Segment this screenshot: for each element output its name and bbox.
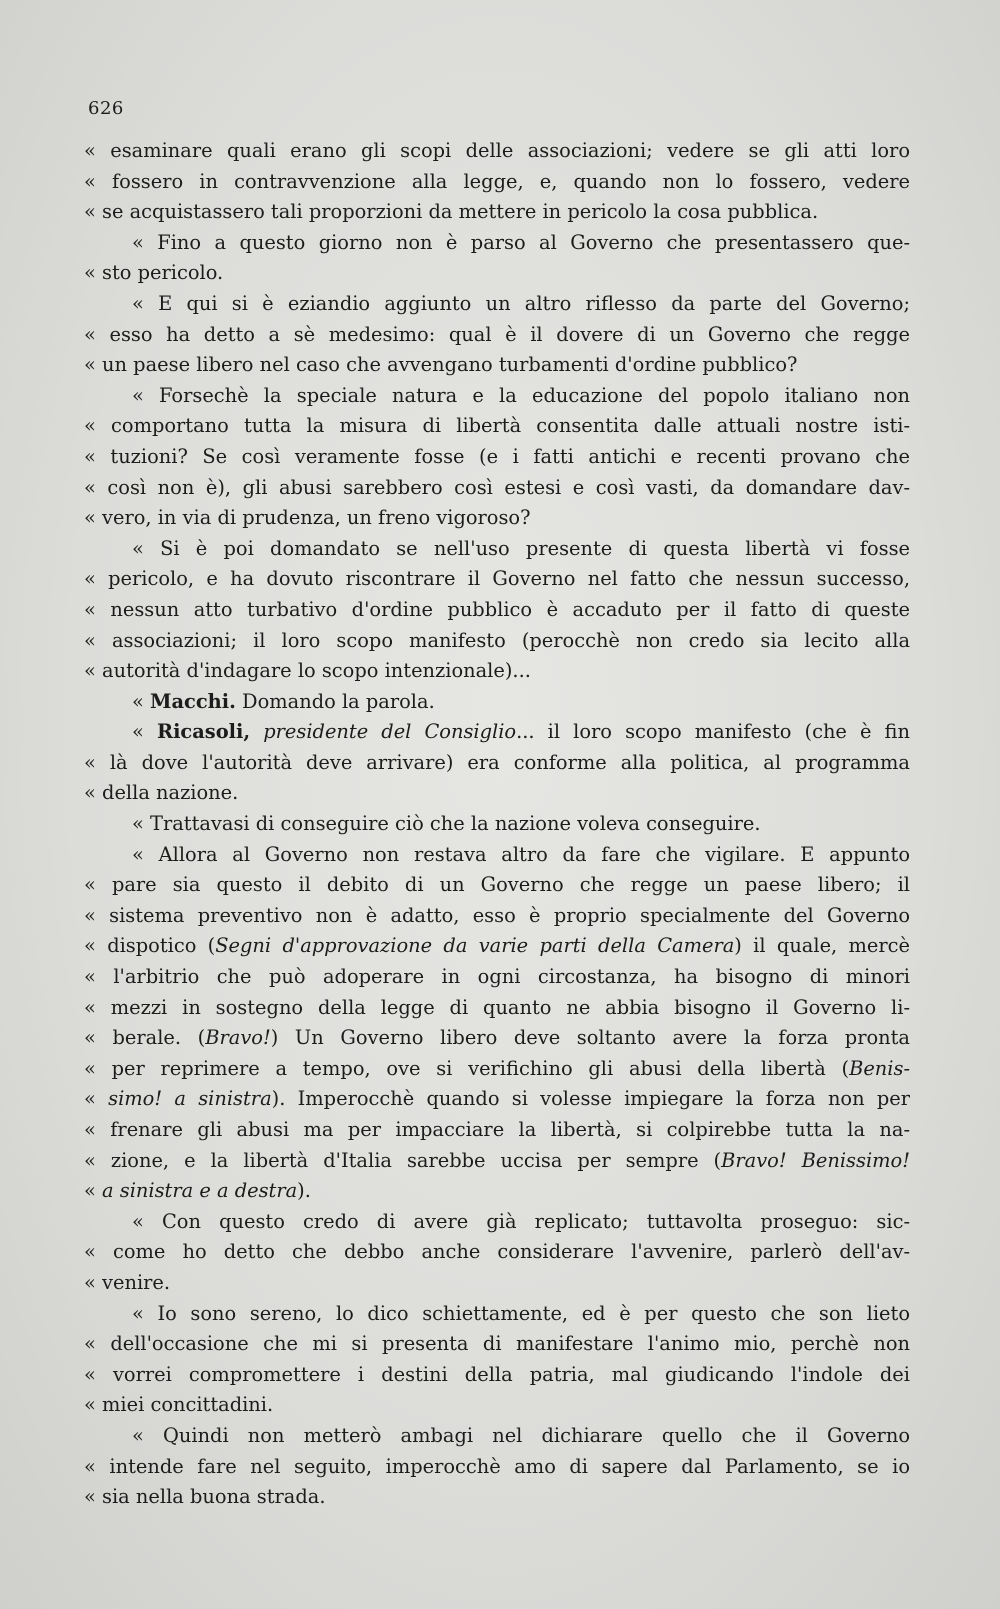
text-line — [84, 381, 910, 412]
text-span: « — [84, 322, 110, 346]
text-span: « — [84, 261, 103, 285]
text-span: « — [84, 567, 109, 591]
text-span: vorrei compromettere i destini della patria, mal giudicando l'indole dei — [112, 1362, 910, 1386]
text-line — [84, 931, 910, 962]
text-line — [84, 901, 910, 932]
text-line — [84, 1115, 910, 1146]
text-line — [84, 1360, 910, 1391]
text-span: autorità d'indagare lo scopo intenzionale)... — [102, 659, 531, 683]
text-span: « — [84, 934, 108, 958]
text-span: « E qui si è eziandio aggiunto un altro riflesso da parte del Governo; — [132, 291, 910, 315]
text-span: un paese libero nel caso che avvengano turbamenti d'ordine pubblico? — [102, 353, 798, 377]
text-span: fossero in contravvenzione alla legge, e, quando non lo fossero, vedere — [112, 169, 910, 193]
text-span: esaminare quali erano gli scopi delle associazioni; vedere se gli atti loro — [110, 139, 910, 162]
text-line — [84, 993, 910, 1024]
text-line — [84, 809, 910, 840]
text-span: a sinistra e a destra — [102, 1179, 298, 1203]
text-line — [84, 748, 910, 779]
text-span: zione, e la libertà d'Italia sarebbe uccisa per sempre ( — [110, 1148, 722, 1172]
text-span: « — [84, 1056, 112, 1080]
text-span: « — [84, 597, 111, 621]
text-line — [84, 870, 910, 901]
text-line — [84, 1329, 910, 1360]
text-line — [84, 1390, 910, 1421]
text-span: venire. — [102, 1270, 171, 1294]
text-line — [84, 656, 910, 687]
text-span: « — [84, 139, 111, 162]
text-line — [84, 167, 910, 198]
text-span: « — [84, 873, 112, 897]
text-span: sto pericolo. — [102, 261, 224, 285]
text-line — [84, 320, 910, 351]
text-span: Bravo! — [205, 1026, 271, 1050]
text-span: « — [84, 200, 103, 224]
text-span: Segni d'approvazione da varie parti della Camera — [215, 934, 735, 958]
text-span: « — [84, 444, 111, 468]
text-line — [84, 1421, 910, 1452]
text-span: « — [84, 506, 103, 530]
text-span: Benis- — [849, 1056, 910, 1080]
text-span: « — [84, 1332, 111, 1356]
text-line — [84, 1237, 910, 1268]
text-span: se acquistassero tali proporzioni da mettere in pericolo la cosa pubblica. — [102, 200, 819, 224]
text-span: « — [84, 1148, 111, 1172]
text-span: esso ha detto a sè medesimo: qual è il dovere di un Governo che regge — [109, 322, 910, 346]
text-line — [84, 411, 910, 442]
text-span: ). Imperocchè quando si volesse impiegare la forza non per — [271, 1087, 910, 1111]
text-line — [84, 228, 910, 259]
text-span: « — [84, 1362, 113, 1386]
text-span: così non è), gli abusi sarebbero così estesi e così vasti, da domandare dav- — [107, 475, 910, 499]
text-span — [250, 720, 263, 743]
text-span: Macchi. — [150, 689, 236, 713]
text-line — [84, 1482, 910, 1513]
text-span: « — [84, 995, 111, 1019]
text-line — [84, 350, 910, 381]
text-span: « — [84, 1485, 103, 1509]
text-line — [84, 442, 910, 473]
text-line — [84, 1268, 910, 1299]
text-span: « Fino a questo giorno non è parso al Governo che presentassero que- — [132, 230, 910, 254]
text-line — [84, 717, 910, 748]
text-span: come ho detto che debbo anche considerare l'avvenire, parlerò dell'av- — [112, 1240, 910, 1264]
text-span: « — [84, 1270, 103, 1294]
text-line — [84, 1054, 910, 1085]
text-span: ) Un Governo libero deve soltanto avere la forza pronta — [270, 1026, 910, 1050]
text-span: simo! a sinistra — [108, 1087, 272, 1111]
text-span: dispotico ( — [107, 934, 216, 958]
text-span: « — [84, 628, 112, 652]
text-span: là dove l'autorità deve arrivare) era conforme alla politica, al programma — [109, 750, 910, 774]
text-line — [84, 1146, 910, 1177]
text-line — [84, 1176, 910, 1207]
text-line — [84, 534, 910, 565]
text-span: sia nella buona strada. — [102, 1485, 326, 1509]
text-span: tuzioni? Se così veramente fosse (e i fatti antichi e recenti provano che — [110, 444, 910, 468]
text-span: « — [84, 750, 110, 774]
text-line — [84, 289, 910, 320]
text-span: « — [84, 353, 103, 377]
text-span: « — [84, 659, 103, 683]
text-span: intende fare nel seguito, imperocchè amo di sapere dal Parlamento, se io — [109, 1454, 910, 1478]
text-span: « — [84, 1026, 113, 1050]
text-span: berale. ( — [112, 1026, 206, 1050]
text-span: « Trattavasi di conseguire ciò che la nazione voleva conseguire. — [132, 812, 761, 836]
text-span: pericolo, e ha dovuto riscontrare il Governo nel fatto che nessun successo, — [108, 567, 910, 591]
text-span: dell'occasione che mi si presenta di manifestare l'animo mio, perchè non — [110, 1332, 910, 1356]
text-line — [84, 1023, 910, 1054]
text-span: nessun atto turbativo d'ordine pubblico è accaduto per il fatto di queste — [110, 597, 910, 621]
text-span: per reprimere a tempo, ove si verifichino gli abusi della libertà ( — [111, 1056, 850, 1080]
text-span: « — [84, 1179, 103, 1203]
text-span: « Quindi non metterò ambagi nel dichiarare quello che il Governo — [132, 1423, 910, 1447]
text-line — [84, 1084, 910, 1115]
text-span: « — [84, 1454, 110, 1478]
text-span: della nazione. — [102, 781, 239, 805]
text-line — [84, 626, 910, 657]
text-line — [84, 778, 910, 809]
text-span: pare sia questo il debito di un Governo che regge un paese libero; il — [111, 873, 910, 897]
text-span: « — [84, 965, 114, 989]
text-line — [84, 595, 910, 626]
text-span: « — [84, 475, 108, 499]
text-line — [84, 1452, 910, 1483]
text-line — [84, 473, 910, 504]
text-line — [84, 687, 910, 718]
text-line — [84, 258, 910, 289]
text-span: « — [84, 414, 112, 438]
text-span: l'arbitrio che può adoperare in ogni circostanza, ha bisogno di minori — [113, 965, 910, 989]
text-span: vero, in via di prudenza, un freno vigoroso? — [102, 506, 531, 530]
text-span: associazioni; il loro scopo manifesto (perocchè non credo sia lecito alla — [111, 628, 910, 652]
text-span: « — [132, 720, 157, 744]
text-span: « — [84, 903, 110, 927]
text-span: « Con questo credo di avere già replicato; tuttavolta proseguo: sic- — [132, 1209, 910, 1233]
text-span: mezzi in sostegno della legge di quanto ne abbia bisogno il Governo li- — [110, 995, 910, 1019]
text-line — [84, 962, 910, 993]
text-span: ... il loro scopo manifesto (che è fin — [516, 720, 910, 744]
text-line — [84, 136, 910, 167]
text-span: ) il quale, mercè — [734, 934, 910, 958]
text-line — [84, 1299, 910, 1330]
text-span: comportano tutta la misura di libertà consentita dalle attuali nostre isti- — [111, 414, 910, 438]
text-span: « — [84, 169, 112, 193]
text-span: « — [84, 1393, 103, 1417]
text-span: « Io sono sereno, lo dico schiettamente, ed è per questo che son lieto — [132, 1301, 910, 1325]
text-line — [84, 564, 910, 595]
text-line — [84, 1207, 910, 1238]
text-span: miei concittadini. — [102, 1393, 274, 1417]
text-line — [84, 197, 910, 228]
text-span: Bravo! Benissimo! — [721, 1148, 910, 1172]
text-line — [84, 503, 910, 534]
text-line — [84, 840, 910, 871]
body-text — [84, 136, 910, 1513]
text-span: ). — [297, 1179, 311, 1203]
page-number: 626 — [88, 98, 124, 119]
text-span: Domando la parola. — [235, 689, 435, 713]
text-span: sistema preventivo non è adatto, esso è proprio specialmente del Governo — [109, 903, 910, 927]
text-span: « Allora al Governo non restava altro da fare che vigilare. E appunto — [132, 842, 910, 866]
text-span: « Si è poi domandato se nell'uso presente di questa libertà vi fosse — [132, 536, 910, 560]
text-span: « Forsechè la speciale natura e la educazione del popolo italiano non — [132, 383, 910, 407]
text-span: « — [84, 781, 103, 805]
text-span: « — [84, 1118, 111, 1141]
text-span: « — [132, 689, 151, 713]
text-span: presidente del Consiglio — [263, 720, 517, 744]
text-span: « — [84, 1087, 109, 1111]
text-span: « — [84, 1240, 113, 1264]
text-span: frenare gli abusi ma per impacciare la libertà, si colpirebbe tutta la na- — [110, 1118, 910, 1141]
text-span: Ricasoli, — [156, 720, 251, 744]
